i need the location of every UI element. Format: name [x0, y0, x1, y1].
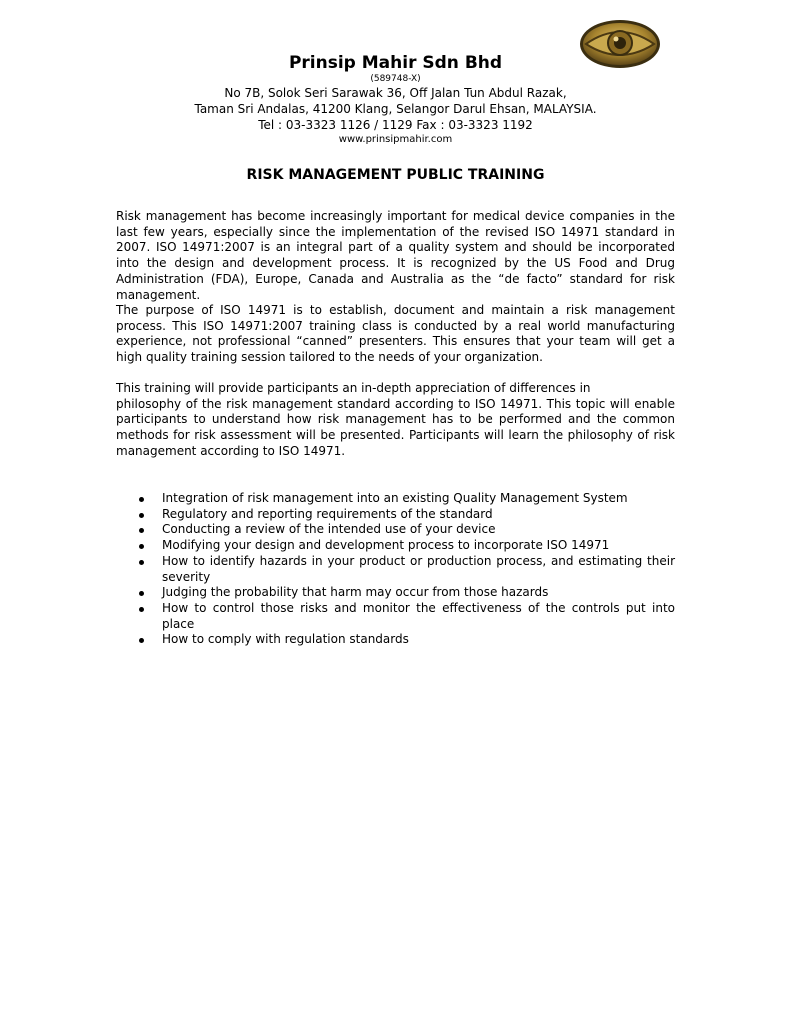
- topics-list: [116, 491, 675, 648]
- list-item-text: Regulatory and reporting requirements of the standard: [162, 506, 493, 521]
- website-link[interactable]: www.prinsipmahir.com: [338, 134, 453, 145]
- address-line-2: Taman Sri Andalas, 41200 Klang, Selangor Darul Ehsan, MALAYSIA.: [194, 102, 597, 116]
- list-item: [116, 507, 675, 523]
- list-item: [116, 585, 675, 601]
- bullet-icon: [139, 560, 144, 565]
- list-item: [116, 522, 675, 538]
- bullet-icon: [139, 528, 144, 533]
- registration-number: (589748-X): [370, 74, 421, 84]
- bullet-icon: [139, 638, 144, 643]
- list-item: [116, 632, 675, 648]
- list-item-text: How to identify hazards in your product or production process, and estimating their severity: [162, 553, 675, 584]
- bullet-icon: [139, 544, 144, 549]
- paragraph-purpose: The purpose of ISO 14971 is to establish, document and maintain a risk management process. This ISO 14971:2007 training class is conducted by a real world manufacturing experience, not professional “canned” presenters. This ensures that your team will get a high quality training session tailored to the needs of your organization.: [116, 303, 675, 365]
- bullet-icon: [139, 591, 144, 596]
- paragraph-training-line-1: This training will provide participants an in-depth appreciation of differences in: [116, 381, 591, 395]
- bullet-icon: [139, 497, 144, 502]
- list-item-text: Integration of risk management into an existing Quality Management System: [162, 491, 628, 505]
- bullet-icon: [139, 513, 144, 518]
- list-item-text: Conducting a review of the intended use of your device: [162, 522, 496, 537]
- paragraph-intro: Risk management has become increasingly important for medical device companies in the last few years, especially since the implementation of the revised ISO 14971 standard in 2007. ISO 14971:2007 is an integral part of a quality system and should be incorporated into the design and development process. It is recognized by the US Food and Drug Administration (FDA), Europe, Canada and Australia as the “de facto” standard for risk management.: [116, 209, 675, 302]
- letterhead: [0, 52, 791, 147]
- list-item: [116, 601, 675, 632]
- list-item-text: How to control those risks and monitor the effectiveness of the controls put into place: [162, 600, 675, 631]
- document-title: RISK MANAGEMENT PUBLIC TRAINING: [246, 167, 545, 183]
- list-item: [116, 538, 675, 554]
- bullet-icon: [139, 607, 144, 612]
- paragraph-training-rest: philosophy of the risk management standard according to ISO 14971. This topic will enable participants to understand how risk management has to be performed and the common methods for risk assessment will be presented. Participants will learn the philosophy of risk management according to ISO 14971.: [116, 396, 675, 458]
- list-item: [116, 554, 675, 585]
- list-item: [116, 491, 675, 507]
- list-item-text: Modifying your design and development process to incorporate ISO 14971: [162, 538, 610, 553]
- paragraph-training: [116, 381, 675, 460]
- company-name: Prinsip Mahir Sdn Bhd: [288, 53, 503, 73]
- list-item-text: How to comply with regulation standards: [162, 632, 409, 647]
- list-item-text: Judging the probability that harm may occur from those hazards: [162, 585, 549, 600]
- contact-numbers: Tel : 03-3323 1126 / 1129 Fax : 03-3323 1192: [258, 118, 533, 132]
- address-line-1: No 7B, Solok Seri Sarawak 36, Off Jalan Tun Abdul Razak,: [224, 86, 567, 100]
